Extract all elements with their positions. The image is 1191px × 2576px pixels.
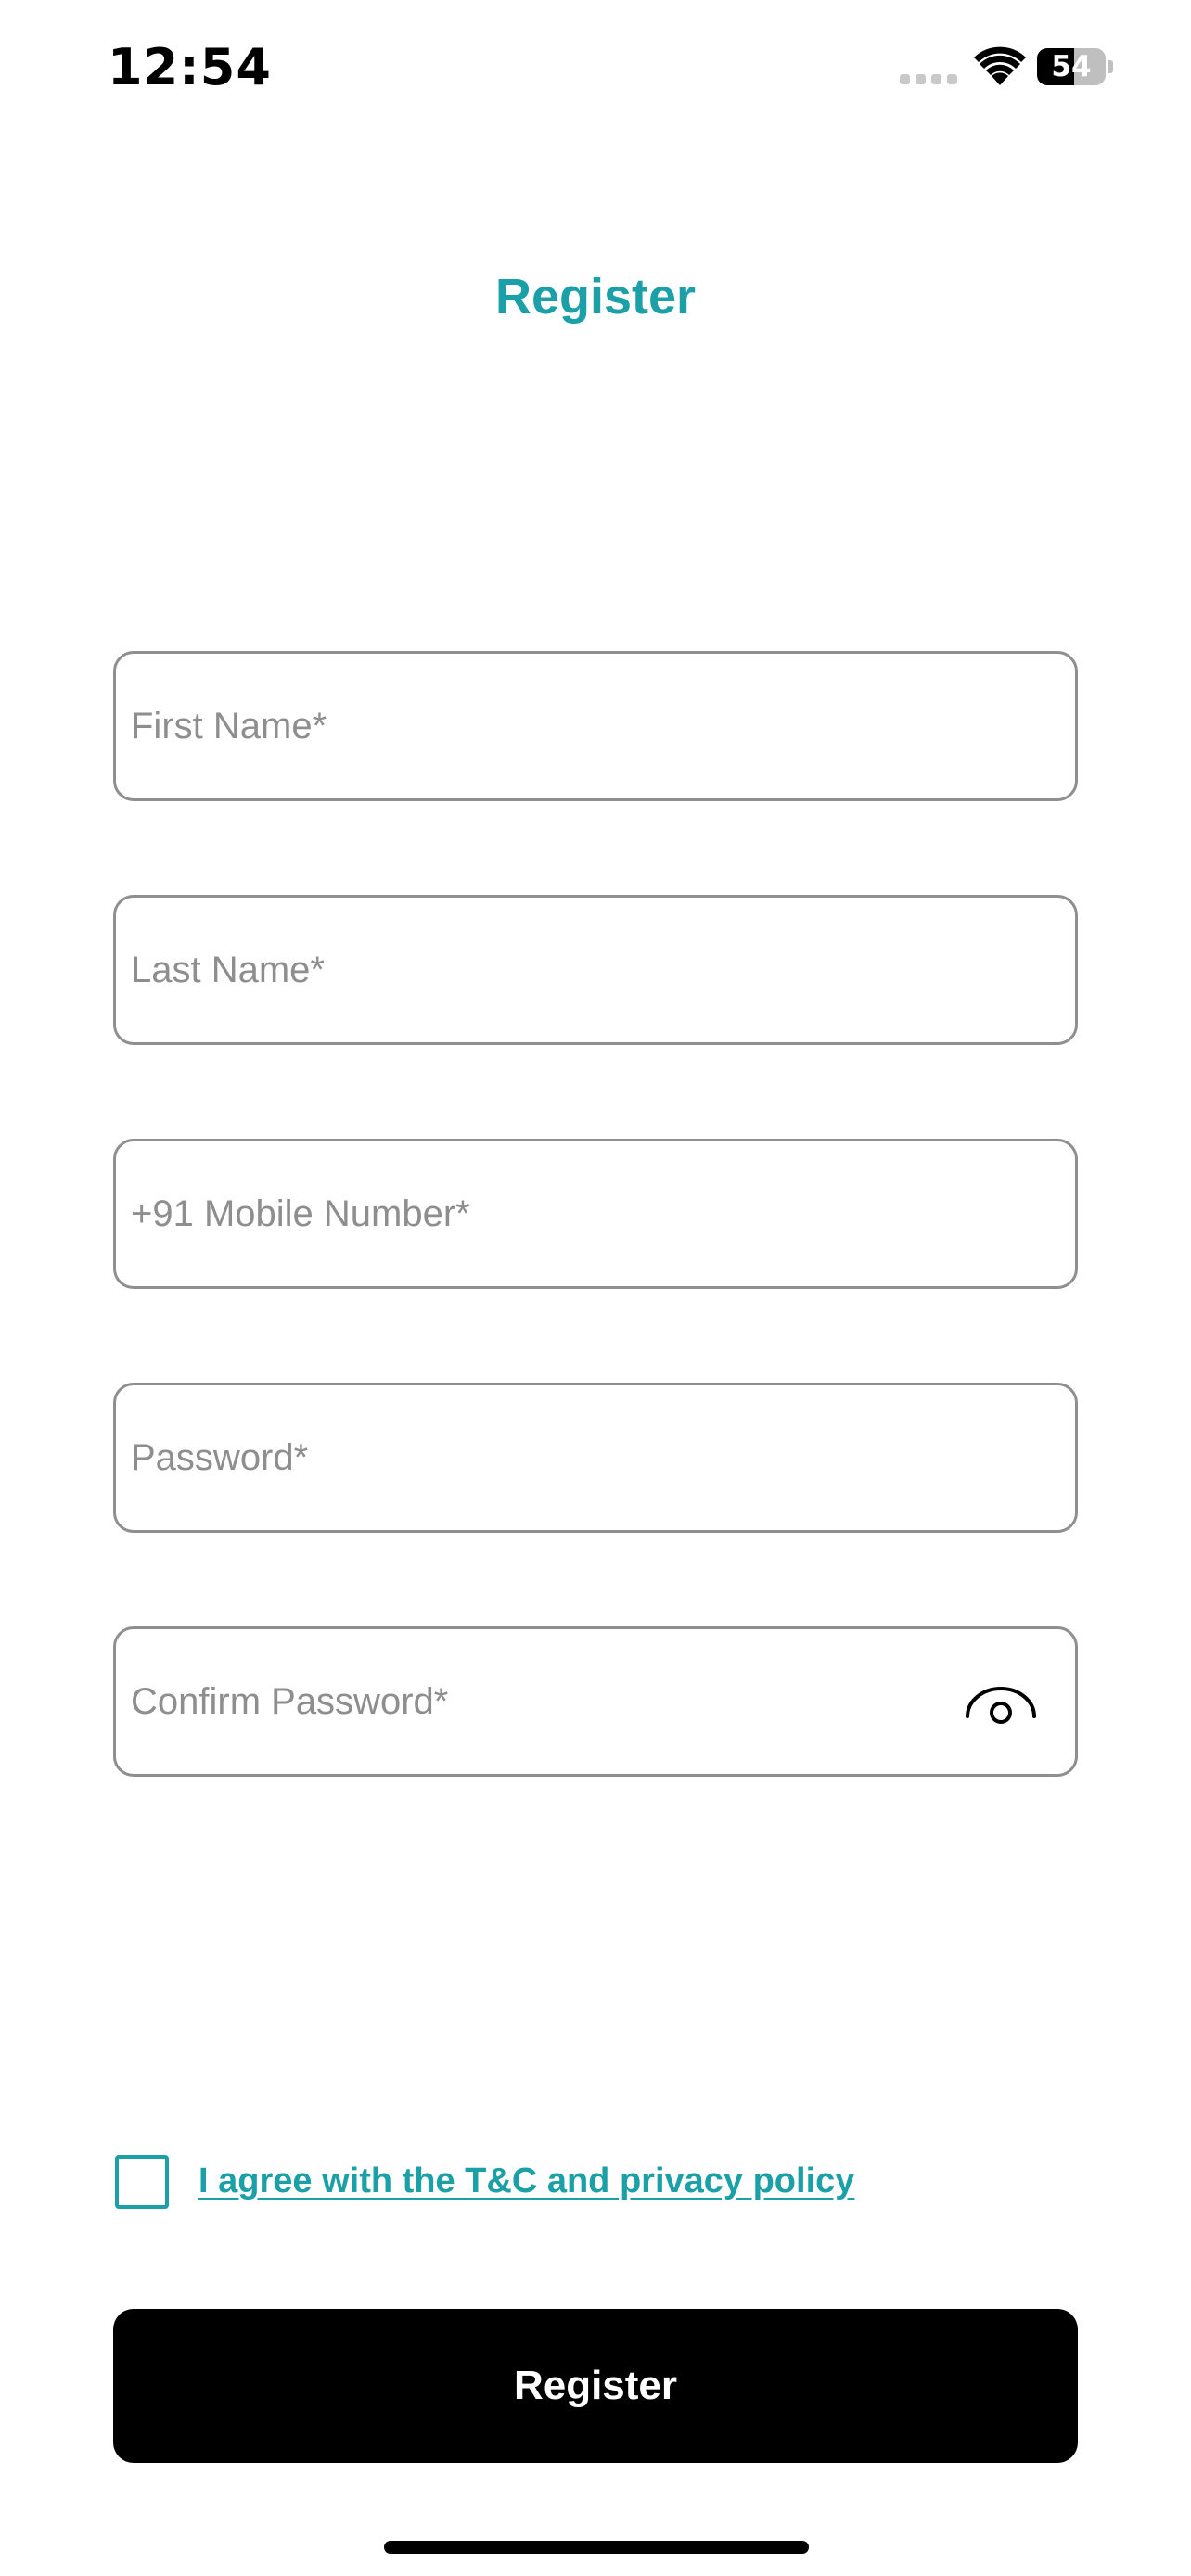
home-indicator	[384, 2541, 809, 2554]
register-button[interactable]: Register	[113, 2309, 1078, 2463]
agreement-checkbox[interactable]	[115, 2155, 169, 2209]
battery-tip	[1108, 60, 1113, 73]
confirm-password-input[interactable]	[131, 1629, 947, 1774]
status-bar	[0, 0, 1191, 139]
eye-icon[interactable]	[964, 1679, 1038, 1724]
battery-level: 54	[1051, 50, 1092, 83]
mobile-number-input[interactable]	[131, 1141, 1021, 1286]
mobile-number-field[interactable]	[113, 1139, 1078, 1289]
terms-privacy-link[interactable]: I agree with the T&C and privacy policy	[198, 2162, 855, 2200]
page-title: Register	[494, 269, 697, 325]
last-name-input[interactable]	[131, 898, 1021, 1042]
password-field[interactable]	[113, 1383, 1078, 1533]
confirm-password-field[interactable]	[113, 1626, 1078, 1777]
first-name-input[interactable]	[131, 654, 1021, 798]
cellular-signal-icon	[900, 74, 957, 85]
password-input[interactable]	[131, 1385, 1021, 1530]
battery-icon	[1037, 48, 1113, 85]
last-name-field[interactable]	[113, 895, 1078, 1045]
wifi-icon	[974, 45, 1026, 87]
battery-body	[1037, 48, 1106, 85]
agreement-row	[113, 2151, 1078, 2211]
first-name-field[interactable]	[113, 651, 1078, 801]
status-time: 12:54	[108, 38, 272, 96]
